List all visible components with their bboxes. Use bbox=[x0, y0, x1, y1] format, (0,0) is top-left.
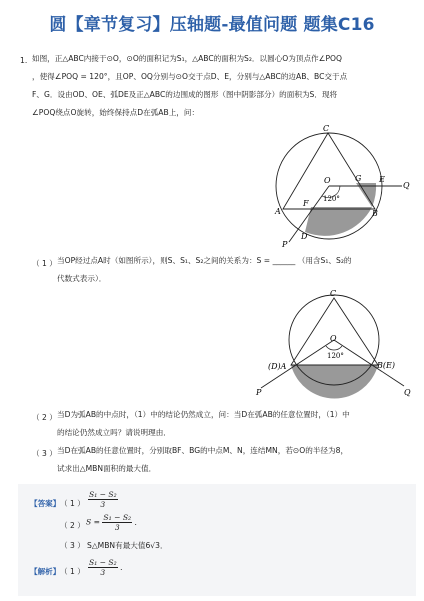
analysis-1-numerator: S₁ − S₂ bbox=[89, 558, 117, 567]
label-da: (D)A bbox=[268, 362, 287, 371]
sub1-line-2: 代数式表示）． bbox=[57, 274, 107, 283]
answer-1-numerator: S₁ − S₂ bbox=[89, 490, 117, 499]
answer-2-prefix: S = bbox=[86, 517, 100, 527]
sub3-line-2: 试求出△MBN面积的最大值． bbox=[57, 464, 157, 473]
analysis-tag: 【解析】 bbox=[30, 567, 61, 576]
answer-tag: 【答案】 bbox=[30, 499, 61, 508]
label-g: G bbox=[355, 174, 362, 183]
label-be: B(E) bbox=[377, 361, 395, 370]
answer-2-denominator: 3 bbox=[114, 523, 120, 532]
label-e: E bbox=[379, 175, 385, 184]
label-p-2: P bbox=[256, 388, 262, 397]
answer-3-text: S△MBN有最大值6√3． bbox=[87, 541, 168, 550]
label-a: A bbox=[275, 207, 281, 216]
problem-line-2: ，使得∠POQ = 120°，且OP、OQ分别与⊙O交于点D、E，分别与△ABC的边AB、BC交于点 bbox=[32, 72, 348, 81]
label-angle: 120° bbox=[323, 195, 340, 203]
label-q: Q bbox=[403, 181, 410, 190]
figure-1-diagram bbox=[270, 120, 420, 255]
analysis-1-formula bbox=[88, 558, 128, 577]
page-title: 圆【章节复习】压轴题-最值问题 题集C16 bbox=[49, 15, 375, 35]
problem-number: 1. bbox=[20, 56, 28, 65]
answer-1-formula bbox=[88, 490, 118, 509]
problem-line-4: ∠POQ绕点O旋转，始终保持点D在弧AB上，问： bbox=[32, 108, 200, 117]
figure-2-diagram bbox=[250, 285, 420, 400]
answer-2-period: ． bbox=[134, 517, 143, 527]
label-o-2: O bbox=[330, 334, 337, 343]
label-d: D bbox=[301, 232, 308, 241]
problem-line-1: 如图，正△ABC内接于⊙O，⊙O的面积记为S₁，△ABC的面积为S₂．以圆心O为顶点作∠POQ bbox=[32, 54, 342, 63]
analysis-1-label: （ 1 ） bbox=[60, 567, 85, 576]
sub3-number: （ 3 ） bbox=[32, 449, 57, 458]
sub1-number: （ 1 ） bbox=[32, 259, 57, 268]
label-c-2: C bbox=[330, 289, 337, 298]
label-c: C bbox=[323, 124, 330, 133]
answer-1-label: （ 1 ） bbox=[60, 499, 85, 508]
angle-arc-2 bbox=[326, 346, 342, 350]
shaded-segment bbox=[291, 365, 378, 398]
answer-3-label: （ 3 ） bbox=[60, 541, 85, 550]
label-p: P bbox=[282, 240, 288, 249]
label-angle-2: 120° bbox=[327, 352, 344, 360]
sub2-line-2: 的结论仍然成立吗？请说明理由． bbox=[57, 428, 171, 437]
analysis-1-period: ． bbox=[120, 562, 128, 572]
label-b: B bbox=[372, 209, 378, 218]
label-q-2: Q bbox=[404, 388, 411, 397]
answer-1-denominator: 3 bbox=[100, 500, 106, 509]
sub2-line-1: 当D为弧AB的中点时，（1）中的结论仍然成立，问：当D在弧AB的任意位置时，（1）中 bbox=[57, 410, 350, 419]
problem-line-3: F、G．设由OD、OE、弧DE及正△ABC的边围成的图形（图中阴影部分）的面积为S．现将 bbox=[32, 90, 338, 99]
answer-2-numerator: S₁ − S₂ bbox=[103, 513, 132, 522]
sub2-number: （ 2 ） bbox=[32, 413, 57, 422]
analysis-1-denominator: 3 bbox=[100, 568, 106, 577]
sub3-line-1: 当D在弧AB的任意位置时，分别取BF、BG的中点M、N，连结MN，若⊙O的半径为8， bbox=[57, 446, 349, 455]
answer-2-label: （ 2 ） bbox=[60, 521, 85, 530]
answer-2-formula bbox=[86, 513, 142, 532]
sub1-line-1: 当OP经过点A时（如图所示），则S、S₁、S₂之间的关系为：S = ______ （用含S₁、S₂的 bbox=[57, 256, 352, 265]
label-o: O bbox=[324, 176, 331, 185]
label-f: F bbox=[303, 199, 309, 208]
